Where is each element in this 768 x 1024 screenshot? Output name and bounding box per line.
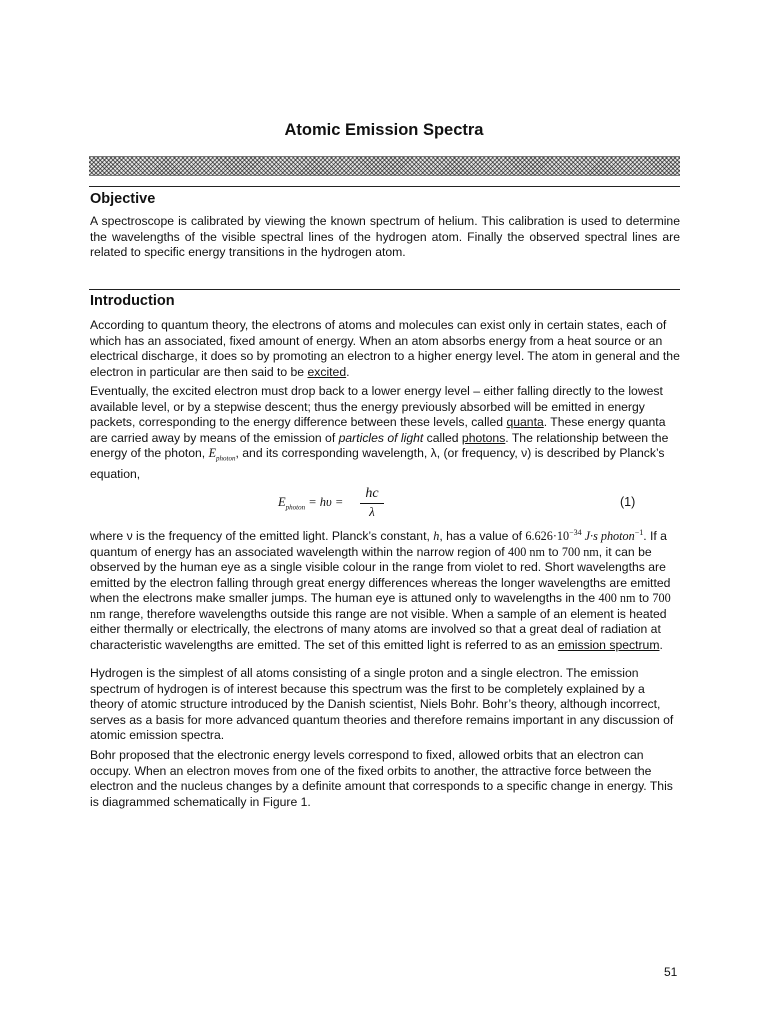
decorative-hatched-banner xyxy=(89,156,680,176)
objective-text: A spectroscope is calibrated by viewing the known spectrum of helium. This calibration is used to determine the wavelengths of the visible spectral lines of the hydrogen atom. Finally the observed spectral lines are related to specific energy transitions in the hydrogen atom. xyxy=(90,214,680,259)
page-title: Atomic Emission Spectra xyxy=(284,121,484,139)
section-rule xyxy=(89,289,680,290)
term-excited: excited xyxy=(307,364,347,379)
introduction-heading: Introduction xyxy=(90,293,175,309)
intro-paragraph-5: Bohr proposed that the electronic energy levels correspond to fixed, allowed orbits that an electron can occupy. When an electron moves from one of the fixed orbits to another, the attractive force between the electron and the nucleus changes by a definite amount that corresponds to a specific change in energy. This is diagrammed schematically in Figure 1. xyxy=(90,748,673,809)
intro-paragraph-3: where ν is the frequency of the emitted light. Planck’s constant, h, has a value of $6.626\cdot 10^{-34}$ J·s photon$^{-1}$. If a quantum of energy has an associated wavelength within the narrow region of 400 nm to 700 nm, it can be observed by the human eye as a single visible colour in the range from violet to red. Short wavelengths are emitted by the electron falling through great energy differences whereas the longer wavelengths are emitted when the electrons make smaller jumps. The human eye is attuned only to wavelengths in the 400 nm to 700 nm range, therefore wavelengths outside this range are not visible. When a sample of an element is heated either thermally or electrically, the electrons of many atoms are involved so that a great deal of radiation at characteristic wavelengths are emitted. The set of this emitted light is referred to as an emission spectrum. xyxy=(90,528,671,652)
objective-heading: Objective xyxy=(90,191,156,207)
intro-paragraph-4: Hydrogen is the simplest of all atoms consisting of a single proton and a single electron. The emission spectrum of hydrogen is of interest because this spectrum was the first to be completely explained by a theory of atomic structure introduced by the Danish scientist, Niels Bohr. Bohr’s theory, although incorrect, serves as a basis for more advanced quantum theories and therefore remains important in any discussion of atomic emission spectra. xyxy=(90,666,674,742)
intro-paragraph-1: According to quantum theory, the electrons of atoms and molecules can exist only in certain states, each of which has an associated, fixed amount of energy. When an atom absorbs energy from a heat source or an electrical discharge, it does so by promoting an electron to a higher energy level. The atom in general and the electron in particular are then said to be excited. xyxy=(90,318,680,379)
equation-lhs: $E_{photon} = h\upsilon$ = xyxy=(278,495,344,512)
section-rule xyxy=(89,186,680,187)
term-photons: photons xyxy=(461,430,506,445)
equation-number: (1) xyxy=(620,495,636,509)
page-number: 51 xyxy=(664,965,678,979)
equation-fraction: $\frac{hc}{\lambda}$ xyxy=(360,486,384,520)
term-emission-spectrum: emission spectrum xyxy=(557,637,660,652)
planck-equation xyxy=(0,486,768,522)
term-quanta: quanta xyxy=(506,415,544,429)
intro-paragraph-2: Eventually, the excited electron must drop back to a lower energy level – either falling directly to the lowest available level, or by a stepwise descent; thus the energy previously absorbed will be emitted in energy packets, corresponding to the energy difference between these levels, called quanta. These energy quanta are carried away by means of the emission of particles of light called photons. The relationship between the energy of the photon, $E_{photon}$, and its corresponding wavelength, λ, (or frequency, ν) is described by Planck’s equation, xyxy=(90,384,669,481)
